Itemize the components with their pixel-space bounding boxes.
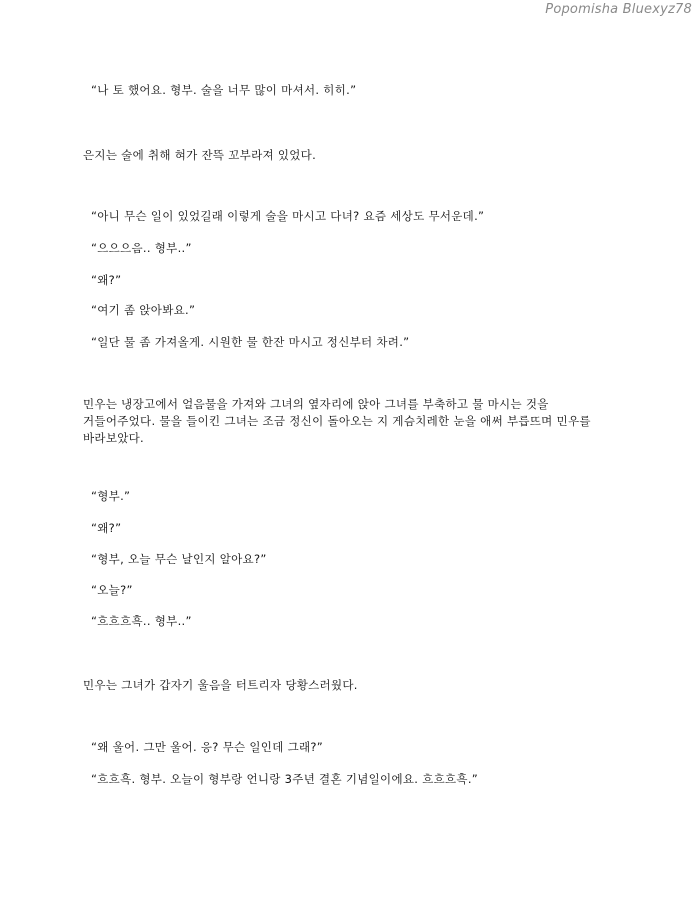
watermark: Popomisha Bluexyz78 [545, 2, 692, 17]
dialogue-line: “형부, 오늘 무슨 날인지 알아요?” [91, 552, 267, 566]
dialogue-line: “흐흐흑. 형부. 오늘이 형부랑 언니랑 3주년 결혼 기념일이에요. 흐흐흐흑.” [91, 772, 479, 786]
dialogue-line: “오늘?” [91, 583, 133, 597]
dialogue-line: “여기 좀 앉아봐요.” [91, 303, 196, 317]
dialogue-line: “일단 물 좀 가져올게. 시원한 물 한잔 마시고 정신부터 차려.” [91, 335, 410, 349]
dialogue-line: “왜?” [91, 521, 122, 535]
dialogue-line: “흐흐흐흑.. 형부..” [91, 614, 192, 628]
dialogue-line: “형부.” [91, 489, 131, 503]
dialogue-line: “왜?” [91, 273, 122, 287]
narration-line: 은지는 술에 취해 혀가 잔뜩 꼬부라져 있었다. [83, 148, 317, 162]
dialogue-line: “왜 울어. 그만 울어. 응? 무슨 일인데 그래?” [91, 740, 324, 754]
dialogue-line: “아니 무슨 일이 있었길래 이렇게 술을 마시고 다녀? 요즘 세상도 무서운데.” [91, 209, 485, 223]
dialogue-line: “나 토 했어요. 형부. 술을 너무 많이 마셔서. 히히.” [91, 83, 357, 97]
narration-paragraph: 민우는 냉장고에서 얼음물을 가져와 그녀의 옆자리에 앉아 그녀를 부축하고 물 마시는 것을 거들어주었다. 물을 들이킨 그녀는 조금 정신이 돌아오는 지 게슴치레한 눈을 애써 부릅뜨며 민우를 바라보았다. [83, 397, 591, 445]
dialogue-line: “으으으음.. 형부..” [91, 241, 192, 255]
narration-line: 민우는 그녀가 갑자기 울음을 터트리자 당황스러웠다. [83, 678, 358, 692]
